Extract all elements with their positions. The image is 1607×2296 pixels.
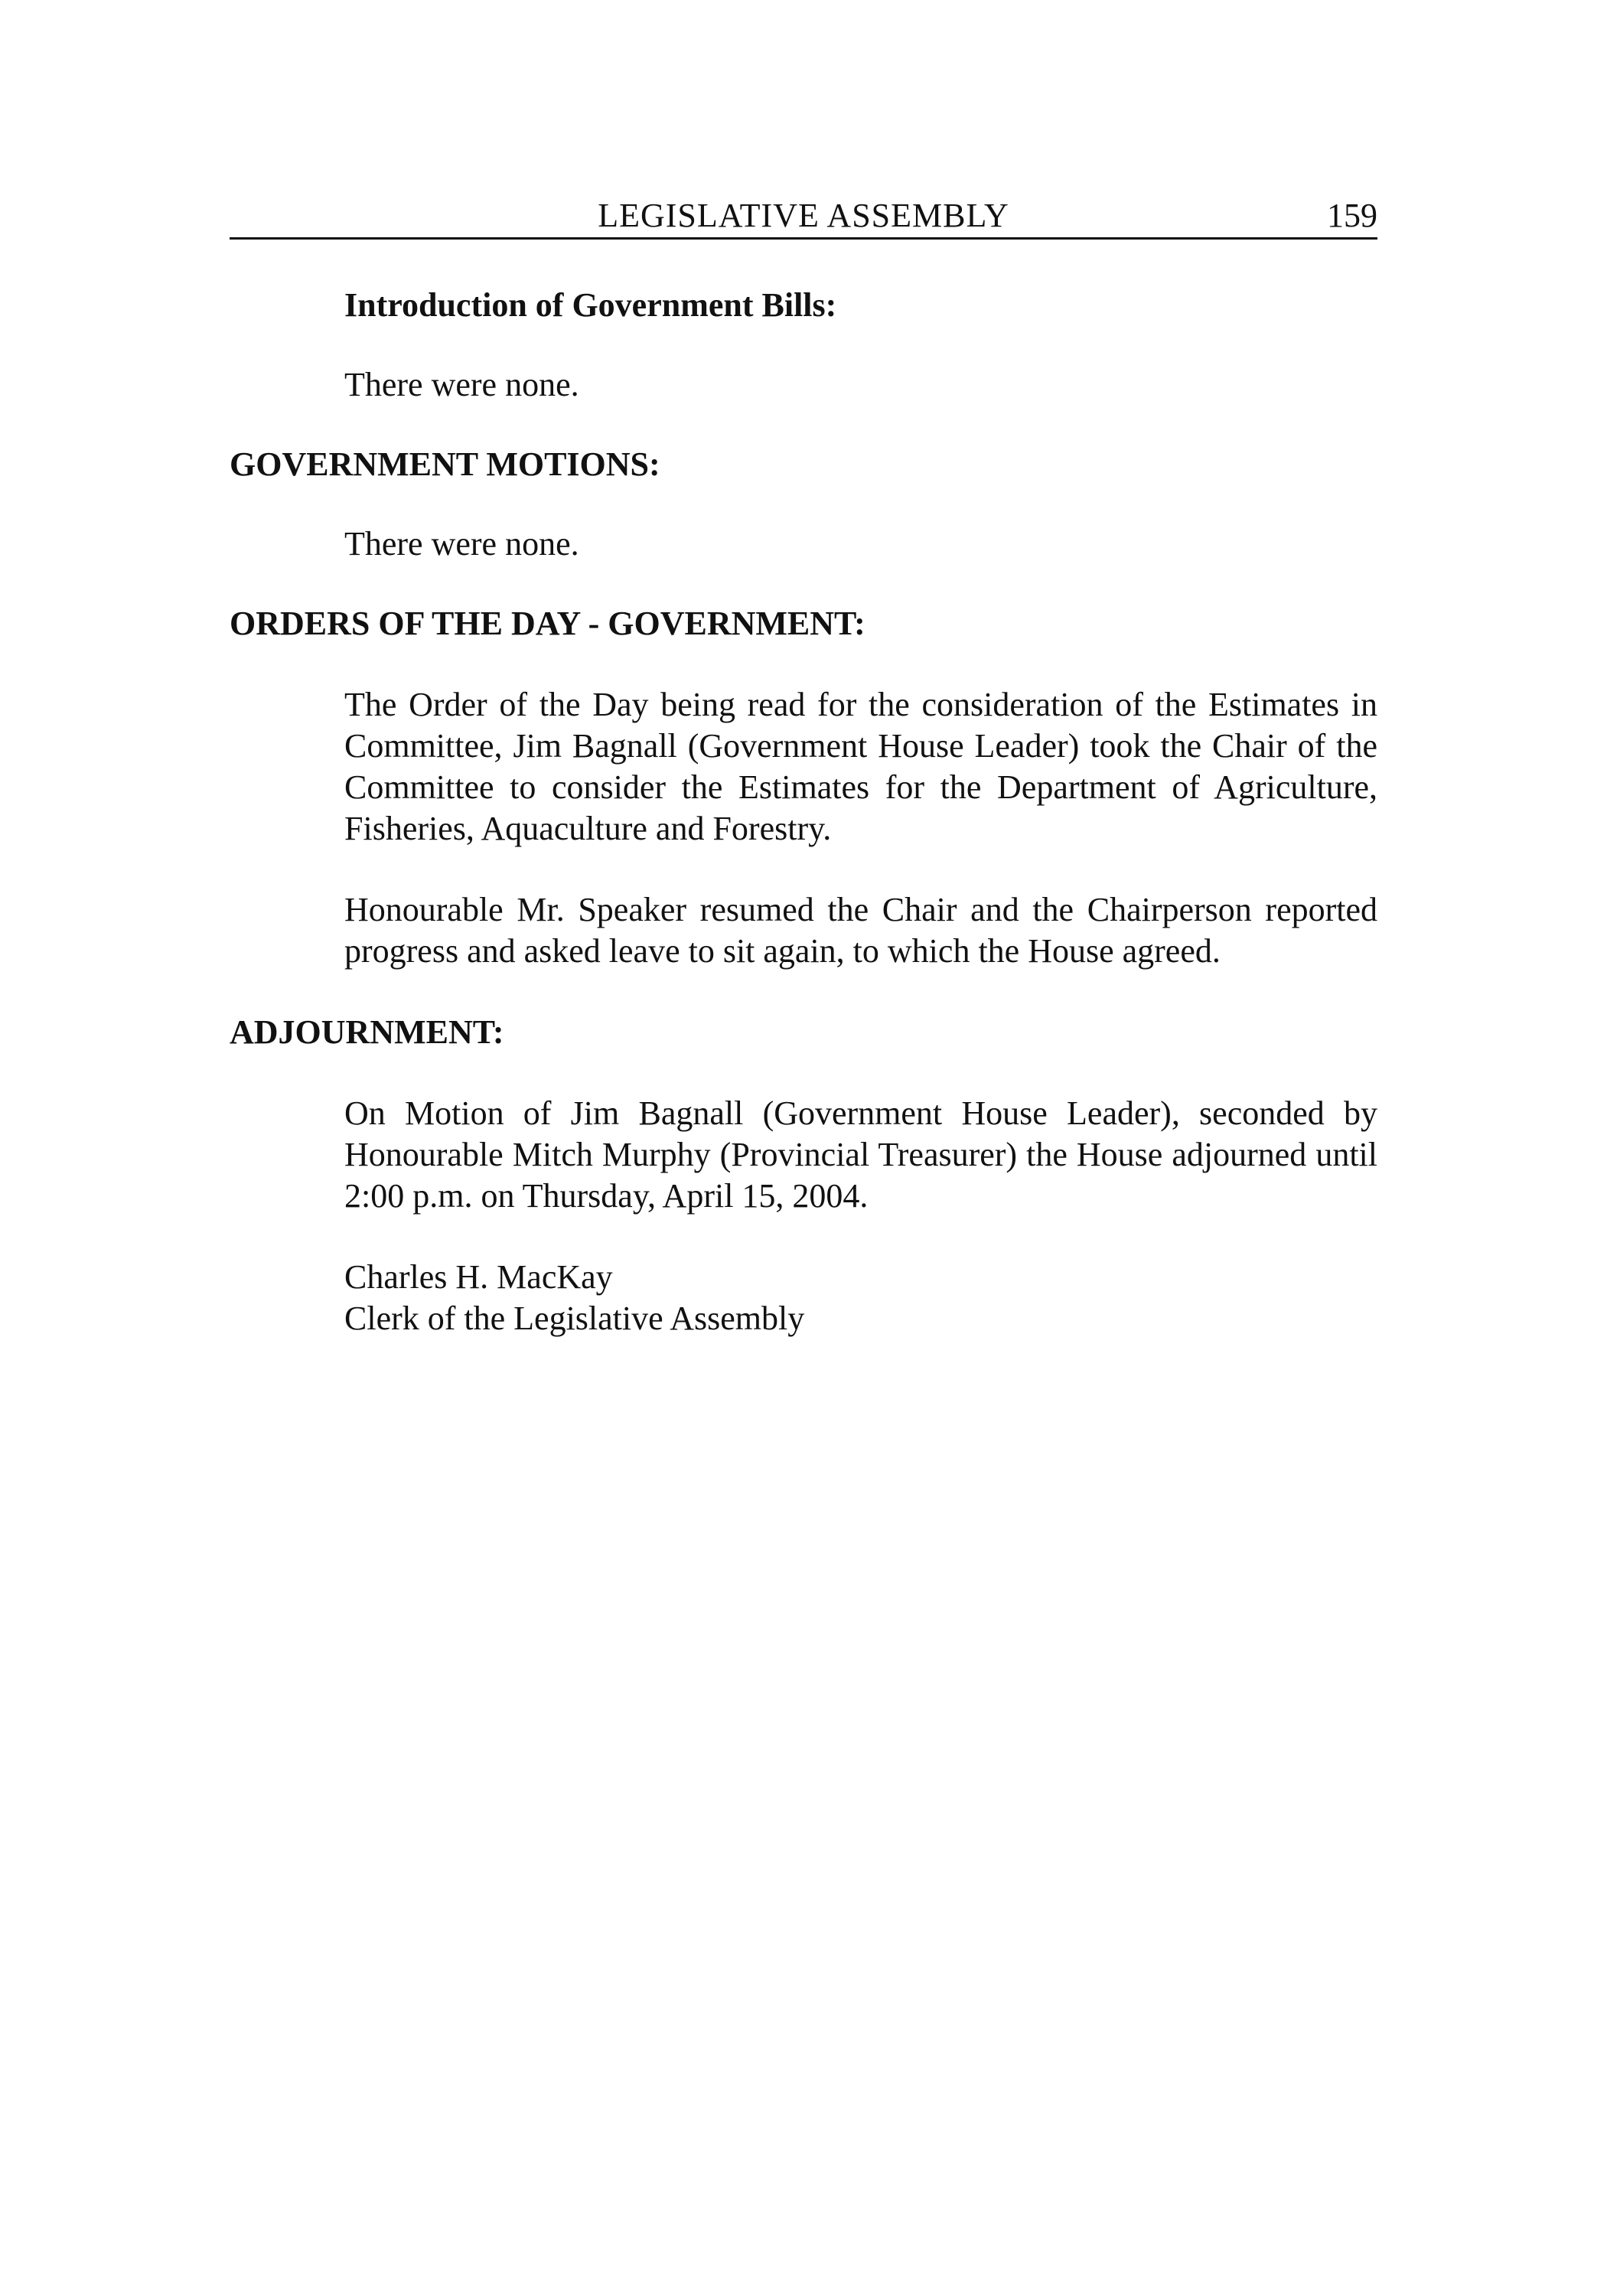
gov-motions-heading: GOVERNMENT MOTIONS:	[230, 445, 660, 483]
header-title: LEGISLATIVE ASSEMBLY	[598, 197, 1009, 234]
adjournment-text: On Motion of Jim Bagnall (Government House Leader), seconded by Honourable Mitch Murphy (Provincial Treasurer) the House adjourned until 2:00 p.m. on Thursday, April 15, 2004.	[344, 1094, 1377, 1215]
signature-block	[344, 1257, 1377, 1339]
adjournment-heading: ADJOURNMENT:	[230, 1013, 504, 1051]
orders-paragraph-2: Honourable Mr. Speaker resumed the Chair and the Chairperson reported progress and asked leave to sit again, to which the House agreed.	[344, 891, 1377, 970]
intro-bills-text: There were none.	[344, 366, 579, 403]
clerk-title: Clerk of the Legislative Assembly	[344, 1300, 805, 1337]
page-number: 159	[1327, 197, 1377, 234]
page-header	[230, 194, 1377, 240]
page-content	[230, 285, 1377, 1339]
gov-motions-text: There were none.	[344, 525, 579, 563]
orders-paragraph-1: The Order of the Day being read for the consideration of the Estimates in Committee, Jim Bagnall (Government House Leader) took the Chair of the Committee to consider the Estimates for the Department of Agriculture, Fisheries, Aquaculture and Forestry.	[344, 686, 1377, 847]
clerk-name: Charles H. MacKay	[344, 1258, 613, 1296]
orders-heading: ORDERS OF THE DAY - GOVERNMENT:	[230, 605, 865, 642]
intro-bills-heading: Introduction of Government Bills:	[344, 286, 837, 324]
